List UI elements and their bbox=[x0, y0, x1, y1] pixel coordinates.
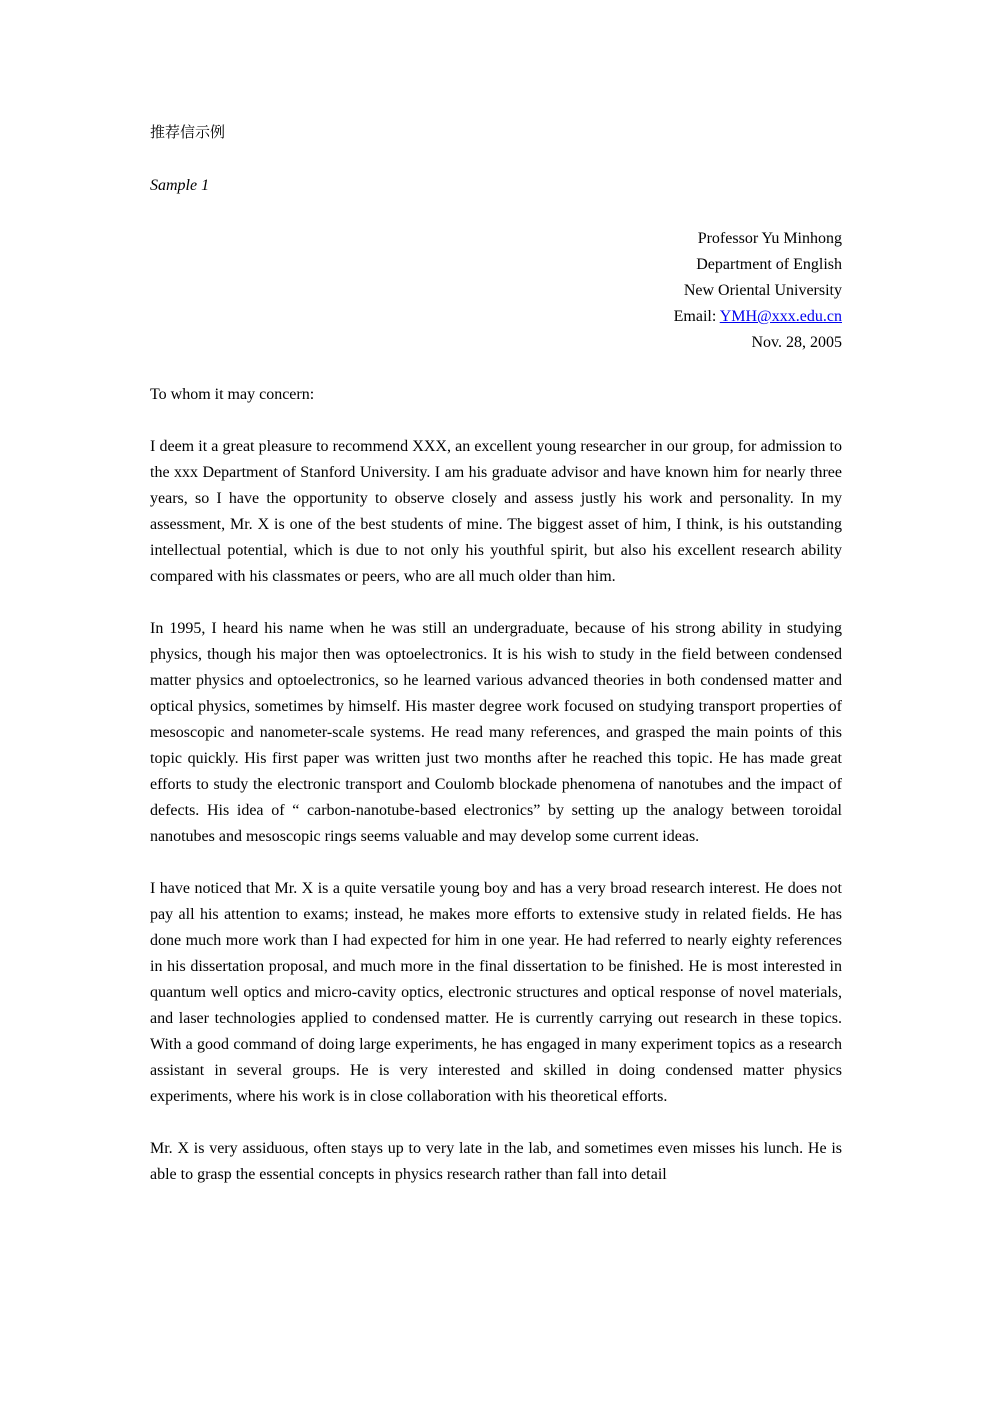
document-heading: 推荐信示例 bbox=[150, 123, 226, 141]
sender-name: Professor Yu Minhong bbox=[697, 230, 842, 247]
sender-email-line bbox=[674, 304, 842, 330]
sender-university: New Oriental University bbox=[683, 282, 842, 299]
letter-paragraph-3: I have noticed that Mr. X is a quite versatile young boy and has a very broad research interest. He does not pay all his attention to exams; instead, he makes more efforts to extensive study in related fields. He has done much more work than I had expected for him in one year. He had referred to nearly eighty references in his dissertation proposal, and much more in the final dissertation to be finished. He is most interested in quantum well optics and micro-cavity optics, electronic structures and optical response of novel materials, and laser technologies applied to condensed matter. He is currently carrying out research in these topics. With a good command of doing large experiments, he has engaged in many experiment topics as a research assistant in several groups. He is very interested and skilled in doing condensed matter physics experiments, where his work is in close collaboration with his theoretical efforts. bbox=[150, 880, 842, 1105]
email-link[interactable]: YMH@xxx.edu.cn bbox=[719, 308, 842, 325]
sender-department: Department of English bbox=[696, 256, 842, 273]
sample-label: Sample 1 bbox=[150, 177, 210, 194]
letter-paragraph-2: In 1995, I heard his name when he was still an undergraduate, because of his strong ability in studying physics, though his major then was optoelectronics. It is his wish to study in the field between condensed matter physics and optoelectronics, so he learned various advanced theories in both condensed matter and optical physics, sometimes by himself. His master degree work focused on studying transport properties of mesoscopic and nanometer-scale systems. He read many references, and grasped the main points of this topic quickly. His first paper was written just two months after he reached this topic. He has made great efforts to study the electronic transport and Coulomb blockade phenomena of nanotubes and the impact of defects. His idea of “ carbon-nanotube-based electronics” by setting up the analogy between toroidal nanotubes and mesoscopic rings seems valuable and may develop some current ideas. bbox=[150, 620, 842, 845]
letter-date: Nov. 28, 2005 bbox=[751, 334, 842, 351]
email-label: Email: bbox=[673, 308, 720, 325]
letter-body bbox=[150, 382, 842, 1214]
letter-paragraph-4: Mr. X is very assiduous, often stays up to very late in the lab, and sometimes even misses his lunch. He is able to grasp the essential concepts in physics research rather than fall into detail bbox=[150, 1140, 842, 1183]
letter-paragraph-1: I deem it a great pleasure to recommend XXX, an excellent young researcher in our group, for admission to the xxx Department of Stanford University. I am his graduate advisor and have known him for nearly three years, so I have the opportunity to observe closely and assess justly his work and personality. In my assessment, Mr. X is one of the best students of mine. The biggest asset of him, I think, is his outstanding intellectual potential, which is due to not only his youthful spirit, but also his excellent research ability compared with his classmates or peers, who are all much older than him. bbox=[150, 438, 842, 585]
sender-address-block bbox=[674, 226, 842, 356]
letter-salutation: To whom it may concern: bbox=[150, 386, 315, 403]
